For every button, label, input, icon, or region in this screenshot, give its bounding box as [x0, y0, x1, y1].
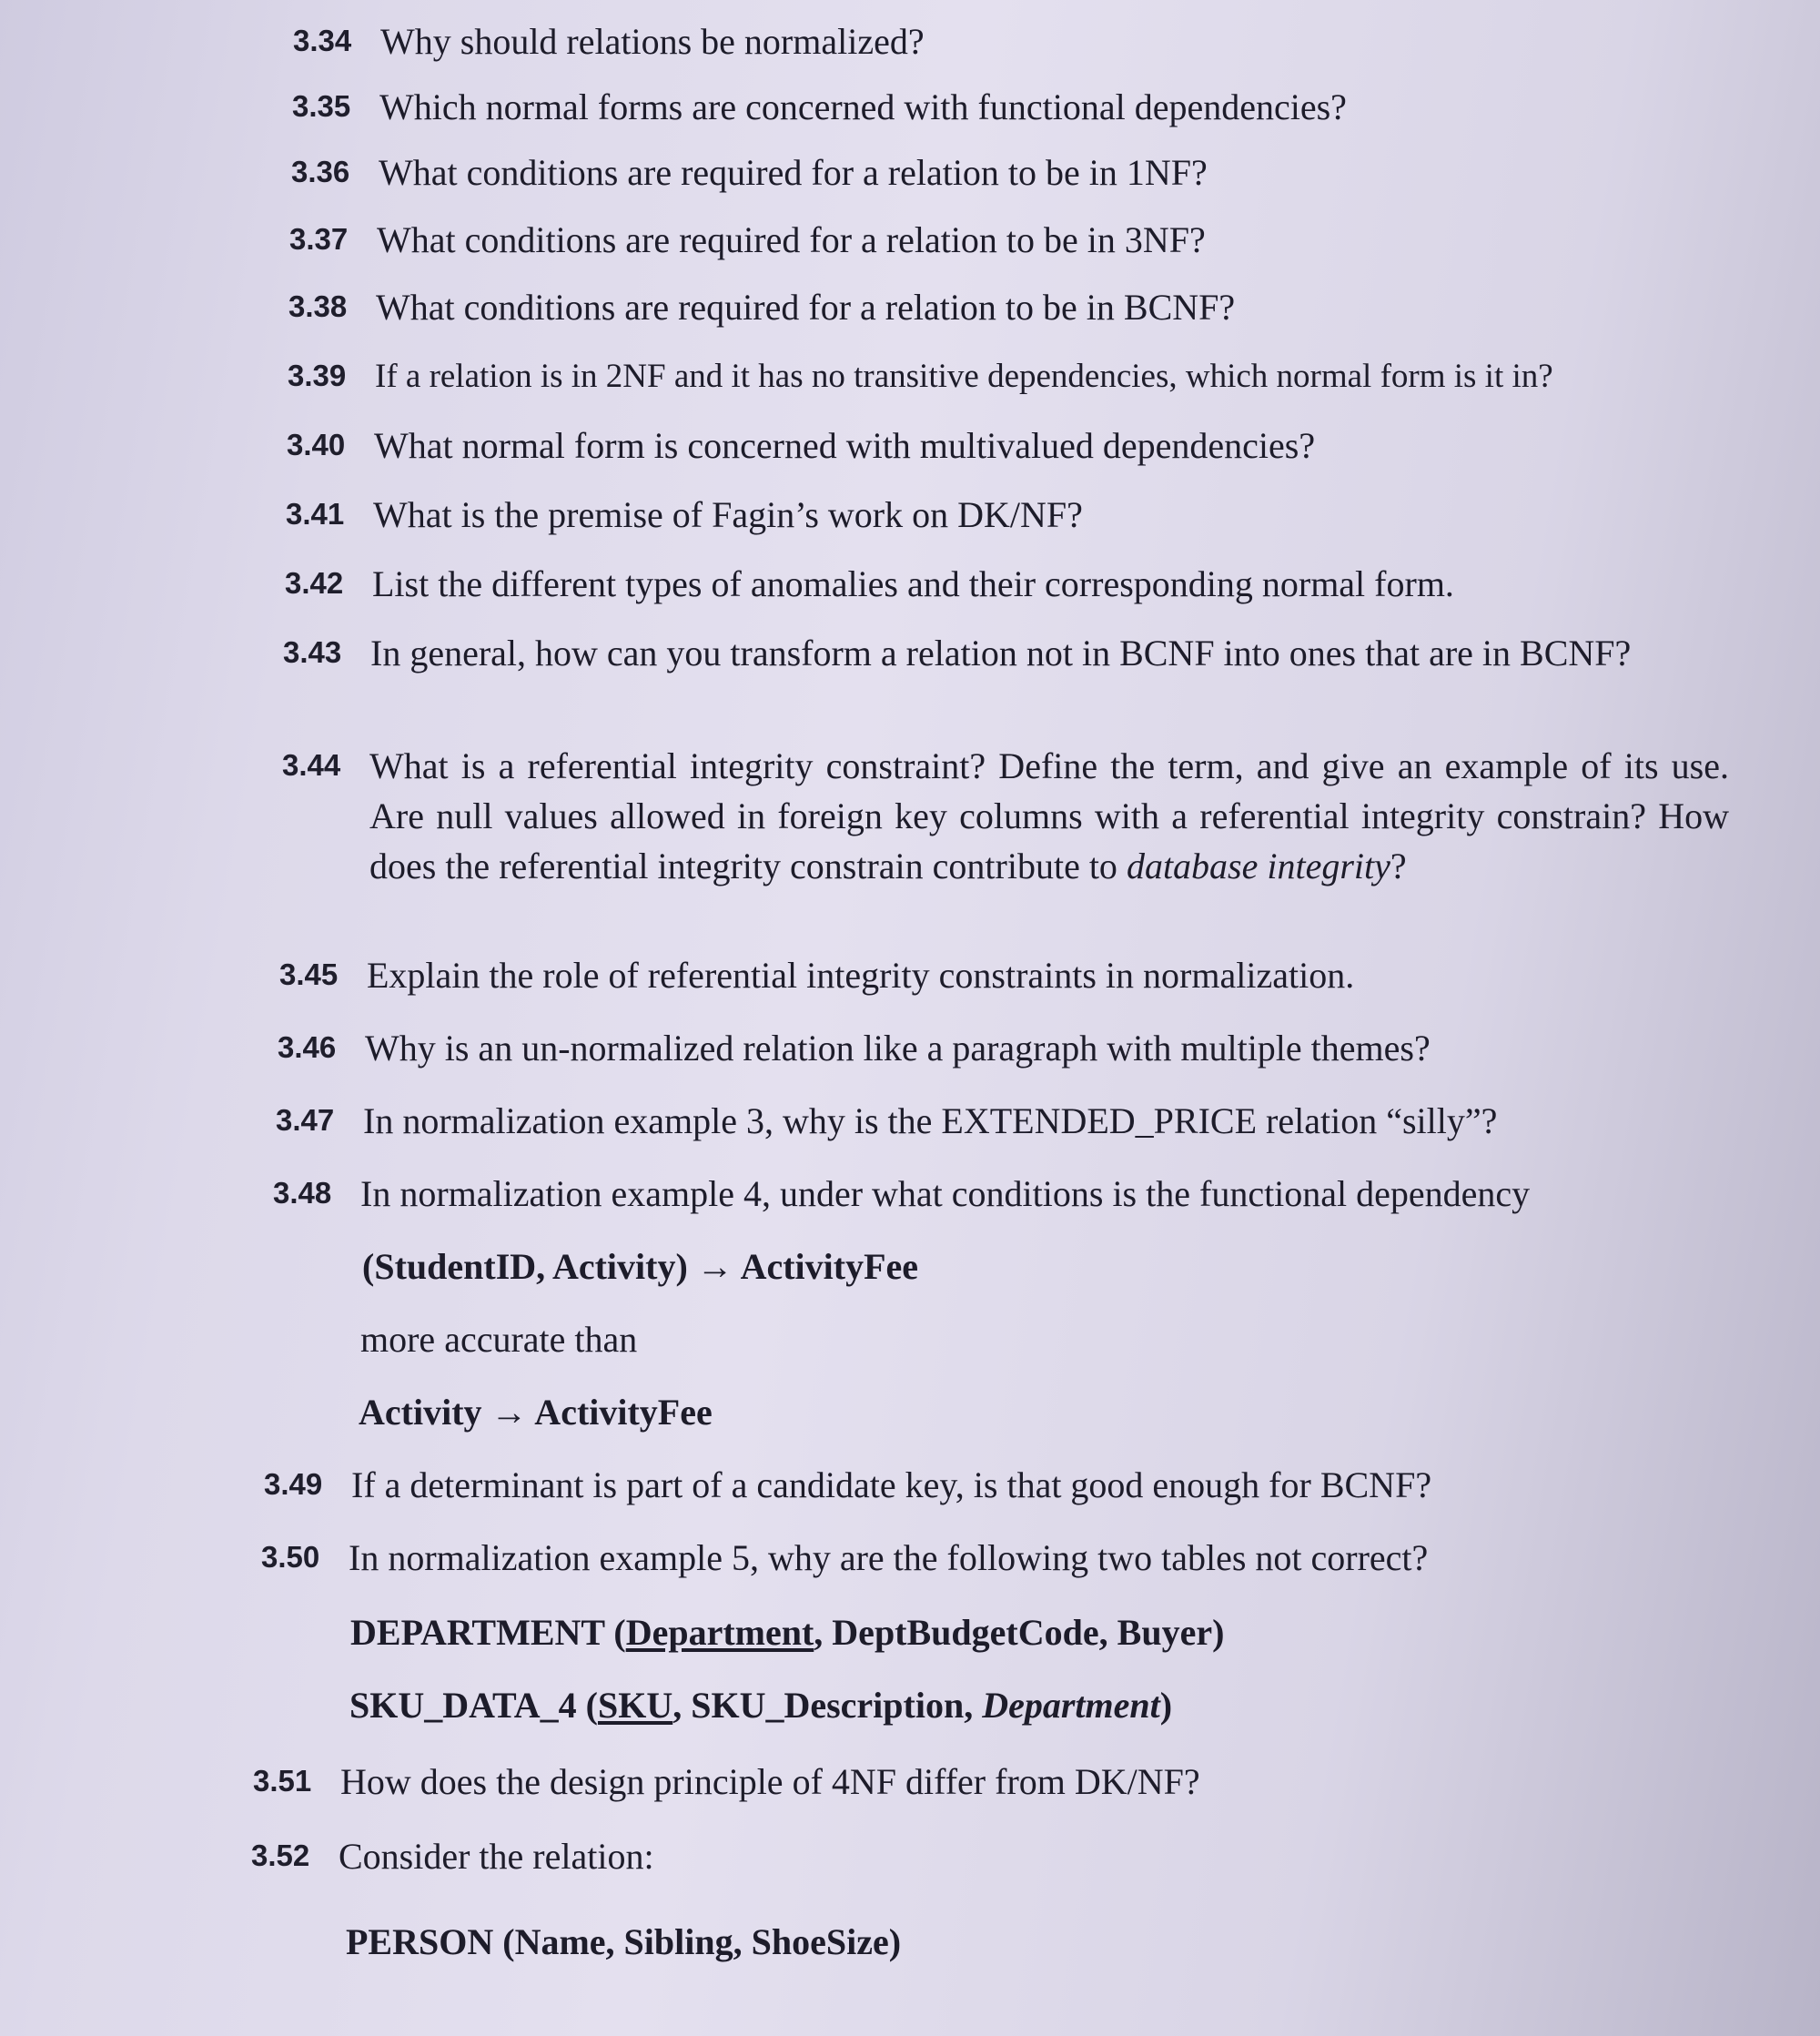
question-number: 3.45	[279, 957, 339, 991]
primary-key: Department	[625, 1612, 814, 1653]
question-3-45	[279, 950, 1735, 1000]
question-number: 3.41	[286, 497, 345, 531]
question-text: In general, how can you transform a relation not in BCNF into ones that are in BCNF?	[370, 633, 1632, 674]
question-text: In normalization example 4, under what conditions is the functional dependency	[360, 1173, 1531, 1214]
question-number: 3.35	[292, 89, 351, 123]
question-3-41	[286, 490, 1742, 540]
question-text: What normal form is concerned with multivalued dependencies?	[374, 425, 1316, 466]
relation-columns: , SKU_Description,	[672, 1685, 983, 1726]
question-number: 3.42	[285, 566, 344, 600]
foreign-key: Department	[982, 1685, 1160, 1726]
question-number: 3.47	[276, 1103, 335, 1137]
question-number: 3.52	[251, 1838, 310, 1872]
comparison-text: more accurate than	[360, 1319, 638, 1360]
question-3-38	[288, 282, 1744, 332]
question-text: Which normal forms are concerned with functional dependencies?	[379, 86, 1347, 127]
question-3-51	[253, 1757, 1709, 1807]
question-text: Why should relations be normalized?	[380, 21, 925, 62]
question-3-47	[276, 1096, 1732, 1146]
functional-dependency-1: (StudentID, Activity) → ActivityFee	[362, 1246, 919, 1287]
question-3-34	[293, 16, 1749, 66]
question-text-end: ?	[1390, 846, 1407, 886]
question-number: 3.50	[261, 1540, 320, 1574]
question-number: 3.38	[288, 289, 348, 323]
question-text	[369, 741, 1729, 891]
question-3-42	[285, 559, 1759, 609]
question-3-36	[291, 147, 1747, 198]
relation-close: )	[1159, 1685, 1173, 1726]
question-number: 3.51	[253, 1764, 312, 1798]
question-number: 3.40	[287, 428, 346, 461]
question-text: What conditions are required for a relation to be in 3NF?	[377, 219, 1206, 260]
question-number: 3.49	[264, 1467, 323, 1501]
question-text: If a determinant is part of a candidate key, is that good enough for BCNF?	[351, 1464, 1432, 1505]
question-3-37	[289, 215, 1745, 265]
question-number: 3.48	[273, 1176, 332, 1210]
question-3-35	[292, 82, 1748, 132]
relation-columns: , DeptBudgetCode, Buyer)	[814, 1612, 1225, 1653]
question-3-49	[264, 1460, 1756, 1510]
question-3-40	[287, 420, 1743, 471]
question-text: In normalization example 3, why is the EXTENDED_PRICE relation “silly”?	[363, 1100, 1498, 1141]
question-number: 3.37	[289, 222, 349, 256]
relation-name: DEPARTMENT (	[350, 1612, 626, 1653]
question-text: If a relation is in 2NF and it has no transitive dependencies, which normal form is it in?	[375, 358, 1553, 395]
question-text-italic: database integrity	[1126, 846, 1390, 886]
question-3-50	[261, 1533, 1772, 1583]
relation-person: PERSON (Name, Sibling, ShoeSize)	[346, 1921, 902, 1962]
question-text: What is the premise of Fagin’s work on DK/NF?	[373, 494, 1083, 535]
question-3-48	[273, 1169, 1765, 1219]
question-3-39	[288, 351, 1780, 401]
question-number: 3.39	[288, 359, 347, 392]
question-3-43	[283, 628, 1721, 678]
question-text: What conditions are required for a relation to be in BCNF?	[376, 287, 1236, 328]
question-number: 3.36	[291, 155, 350, 188]
question-text: How does the design principle of 4NF differ from DK/NF?	[340, 1761, 1200, 1802]
question-number: 3.46	[278, 1030, 337, 1064]
primary-key: SKU	[597, 1685, 673, 1726]
question-text: What conditions are required for a relation to be in 1NF?	[379, 152, 1208, 193]
question-number: 3.44	[282, 748, 341, 782]
functional-dependency-2: Activity → ActivityFee	[359, 1392, 713, 1433]
question-number: 3.34	[293, 24, 352, 57]
question-text: In normalization example 5, why are the following two tables not correct?	[349, 1537, 1429, 1578]
question-text: Consider the relation:	[339, 1836, 654, 1877]
relation-sku-data-4	[349, 1680, 1172, 1730]
question-3-46	[278, 1023, 1734, 1073]
question-3-44	[282, 741, 1729, 891]
relation-department	[350, 1607, 1224, 1657]
relation-name: SKU_DATA_4 (	[349, 1685, 598, 1726]
question-text: Why is an un-normalized relation like a paragraph with multiple themes?	[365, 1028, 1431, 1069]
question-text: List the different types of anomalies and their corresponding normal form.	[372, 563, 1454, 604]
question-number: 3.43	[283, 635, 342, 669]
question-3-52	[251, 1831, 1707, 1881]
question-text: Explain the role of referential integrity constraints in normalization.	[367, 955, 1355, 996]
question-text-main: What is a referential integrity constraint? Define the term, and give an example of its use. Are null values allowed in foreign key columns with a referential integrity constrain? How does the referential integrity constrain contribute to	[369, 745, 1729, 886]
